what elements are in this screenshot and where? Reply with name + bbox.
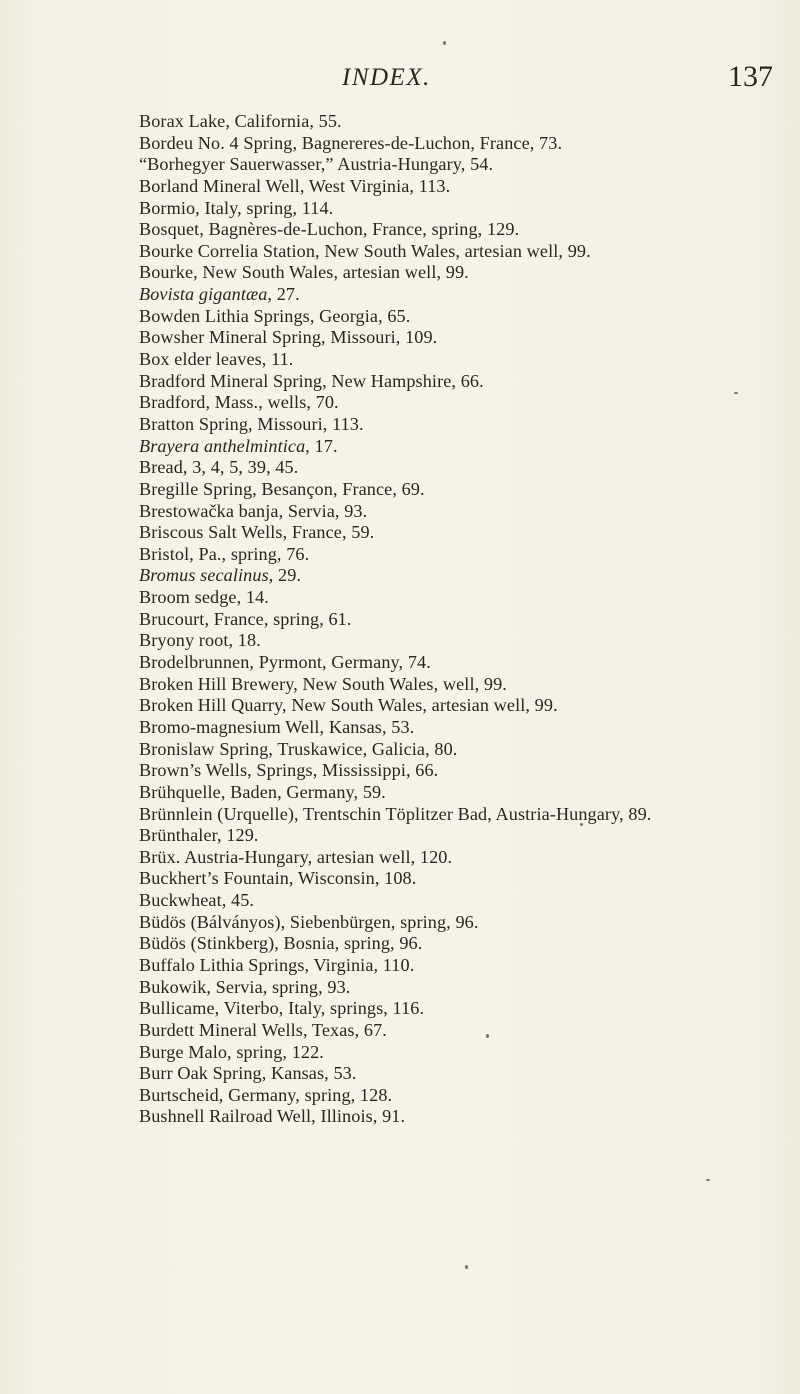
index-entry-species-name: Bromus secalinus [139,565,269,586]
index-entry: Bread, 3, 4, 5, 39, 45. [139,457,299,478]
index-entry [139,436,794,458]
index-entry-list [139,111,794,1128]
index-entry: Bradford, Mass., wells, 70. [139,392,339,413]
index-entry: Brodelbrunnen, Pyrmont, Germany, 74. [139,652,431,673]
index-entry: Buckwheat, 45. [139,890,255,911]
index-entry [139,565,794,587]
index-entry: “Borhegyer Sauerwasser,” Austria-Hungary, 54. [139,154,494,175]
index-entry: Borland Mineral Well, West Virginia, 113. [139,175,451,196]
index-entry: Brünthaler, 129. [139,825,259,846]
index-entry: Burdett Mineral Wells, Texas, 67. [139,1019,387,1040]
index-entry: Büdös (Bálványos), Siebenbürgen, spring, 96. [139,911,479,932]
paper-speck [580,823,583,826]
index-entry: Burr Oak Spring, Kansas, 53. [139,1063,357,1084]
index-entry: Bowsher Mineral Spring, Missouri, 109. [139,327,438,348]
index-entry: Brucourt, France, spring, 61. [139,608,352,629]
index-entry: Bosquet, Bagnères-de-Luchon, France, spring, 129. [139,219,520,240]
index-entry: Bryony root, 18. [139,630,261,651]
paper-speck [486,1034,489,1038]
index-entry: Bristol, Pa., spring, 76. [139,543,310,564]
index-entry: Broken Hill Brewery, New South Wales, well, 99. [139,673,507,694]
index-entry: Borax Lake, California, 55. [139,111,342,131]
index-entry: Briscous Salt Wells, France, 59. [139,522,375,543]
index-entry: Bullicame, Viterbo, Italy, springs, 116. [139,998,425,1019]
index-entry: Bourke, New South Wales, artesian well, 99. [139,262,469,283]
paper-speck [443,41,446,45]
index-entry: Bregille Spring, Besançon, France, 69. [139,478,425,499]
index-entry: Brestowačka banja, Servia, 93. [139,500,368,521]
index-entry: Bromo-magnesium Well, Kansas, 53. [139,716,415,737]
index-entry: Buffalo Lithia Springs, Virginia, 110. [139,954,415,975]
index-entry-species-name: Bovista gigantæa [139,284,268,305]
index-entry: Brünnlein (Urquelle), Trentschin Töplitzer Bad, Austria-Hungary, 89. [139,803,652,824]
index-entry: Bormio, Italy, spring, 114. [139,197,334,218]
index-entry-pages: , 29. [268,565,302,586]
index-entry: Burtscheid, Germany, spring, 128. [139,1084,393,1105]
index-entry: Brüx. Austria-Hungary, artesian well, 120. [139,846,453,867]
index-entry: Bourke Correlia Station, New South Wales, artesian well, 99. [139,240,591,261]
index-entry-pages: , 27. [267,284,300,305]
index-entry: Bukowik, Servia, spring, 93. [139,976,351,997]
index-entry: Burge Malo, spring, 122. [139,1041,324,1062]
paper-speck [706,1179,710,1181]
index-entry: Broom sedge, 14. [139,587,269,608]
index-entry: Brühquelle, Baden, Germany, 59. [139,781,386,802]
index-entry-pages: , 17. [305,435,338,456]
index-entry: Bowden Lithia Springs, Georgia, 65. [139,305,411,326]
index-entry: Brown’s Wells, Springs, Mississippi, 66. [139,760,439,781]
page-number: 137 [728,60,773,93]
index-entry-species-name: Brayera anthelmintica [139,435,306,456]
index-entry [139,284,794,306]
index-entry: Box elder leaves, 11. [139,349,294,370]
paper-speck [734,392,738,394]
index-entry: Bordeu No. 4 Spring, Bagnereres-de-Luchon, France, 73. [139,132,563,153]
index-entry: Bronislaw Spring, Truskawice, Galicia, 80. [139,738,458,759]
index-entry: Bradford Mineral Spring, New Hampshire, 66. [139,370,484,391]
running-title: INDEX. [342,64,431,91]
index-entry: Bushnell Railroad Well, Illinois, 91. [139,1106,406,1127]
index-entry: Büdös (Stinkberg), Bosnia, spring, 96. [139,933,423,954]
index-entry: Buckhert’s Fountain, Wisconsin, 108. [139,868,417,889]
index-entry: Broken Hill Quarry, New South Wales, artesian well, 99. [139,695,558,716]
paper-speck [465,1265,468,1269]
index-entry: Bratton Spring, Missouri, 113. [139,413,364,434]
